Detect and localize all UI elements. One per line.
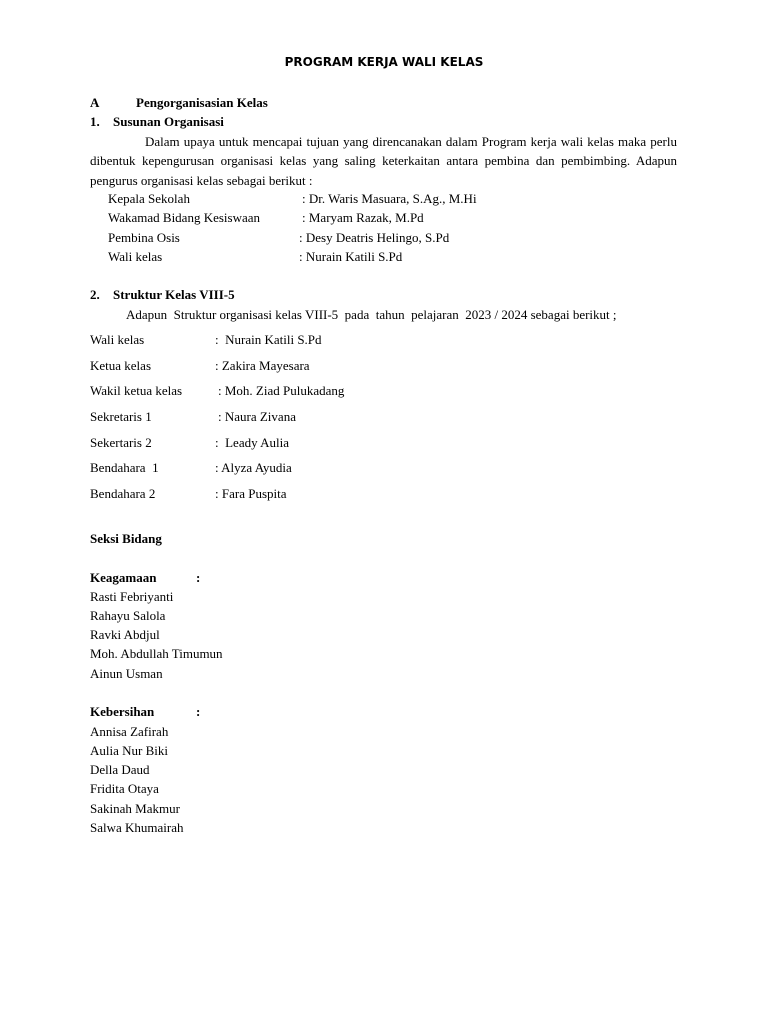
subsection-2-number: 2.: [90, 287, 100, 302]
official-role: Kepala Sekolah: [108, 191, 190, 206]
structure-intro: Adapun Struktur organisasi kelas VIII-5 pada tahun pelajaran 2023 / 2024 sebagai berikut ;: [126, 307, 617, 322]
structure-value: : Zakira Mayesara: [215, 358, 310, 373]
structure-role: Wakil ketua kelas: [90, 383, 183, 398]
kebersihan-member: Aulia Nur Biki: [90, 743, 168, 758]
keagamaan-member: Ainun Usman: [90, 666, 163, 681]
kebersihan-member: Sakinah Makmur: [90, 801, 180, 816]
structure-role: Sekretaris 1: [90, 409, 152, 424]
seksi-bidang-heading: Seksi Bidang: [90, 531, 162, 546]
structure-value: : Leady Aulia: [215, 435, 290, 450]
kebersihan-member: Annisa Zafirah: [90, 724, 169, 739]
structure-value: : Nurain Katili S.Pd: [215, 332, 322, 347]
structure-role: Sekertaris 2: [90, 435, 152, 450]
official-role: Wali kelas: [108, 249, 163, 264]
intro-paragraph: Dalam upaya untuk mencapai tujuan yang direncanakan dalam Program kerja wali kelas maka perlu dibentuk kepengurusan organisasi kelas yang saling keterkaitan antara pembina dan pembimbing. Adapun pengurus organisasi kelas sebagai berikut :: [90, 134, 677, 188]
keagamaan-heading: Keagamaan: [90, 570, 157, 585]
official-role: Wakamad Bidang Kesiswaan: [108, 210, 261, 225]
official-value: : Dr. Waris Masuara, S.Ag., M.Hi: [302, 191, 477, 206]
subsection-1-heading: Susunan Organisasi: [113, 114, 224, 129]
keagamaan-member: Ravki Abdjul: [90, 627, 160, 642]
keagamaan-member: Rahayu Salola: [90, 608, 166, 623]
keagamaan-member: Moh. Abdullah Timumun: [90, 646, 223, 661]
subsection-2-heading: Struktur Kelas VIII-5: [113, 287, 235, 302]
kebersihan-colon: :: [196, 704, 201, 719]
official-value: : Nurain Katili S.Pd: [299, 249, 403, 264]
structure-role: Bendahara 2: [90, 486, 156, 501]
official-value: : Desy Deatris Helingo, S.Pd: [299, 230, 450, 245]
section-a-heading: Pengorganisasian Kelas: [136, 95, 268, 110]
structure-value: : Moh. Ziad Pulukadang: [218, 383, 345, 398]
official-role: Pembina Osis: [108, 230, 180, 245]
keagamaan-member: Rasti Febriyanti: [90, 589, 174, 604]
structure-value: : Fara Puspita: [215, 486, 287, 501]
structure-value: : Naura Zivana: [218, 409, 296, 424]
structure-role: Wali kelas: [90, 332, 145, 347]
structure-value: : Alyza Ayudia: [215, 460, 292, 475]
section-a-letter: A: [90, 95, 100, 110]
kebersihan-member: Della Daud: [90, 762, 150, 777]
kebersihan-member: Fridita Otaya: [90, 781, 159, 796]
document-title: PROGRAM KERJA WALI KELAS: [284, 55, 484, 69]
structure-role: Ketua kelas: [90, 358, 152, 373]
subsection-1-number: 1.: [90, 114, 100, 129]
kebersihan-heading: Kebersihan: [90, 704, 155, 719]
kebersihan-member: Salwa Khumairah: [90, 820, 184, 835]
structure-role: Bendahara 1: [90, 460, 159, 475]
official-value: : Maryam Razak, M.Pd: [302, 210, 424, 225]
keagamaan-colon: :: [196, 570, 201, 585]
